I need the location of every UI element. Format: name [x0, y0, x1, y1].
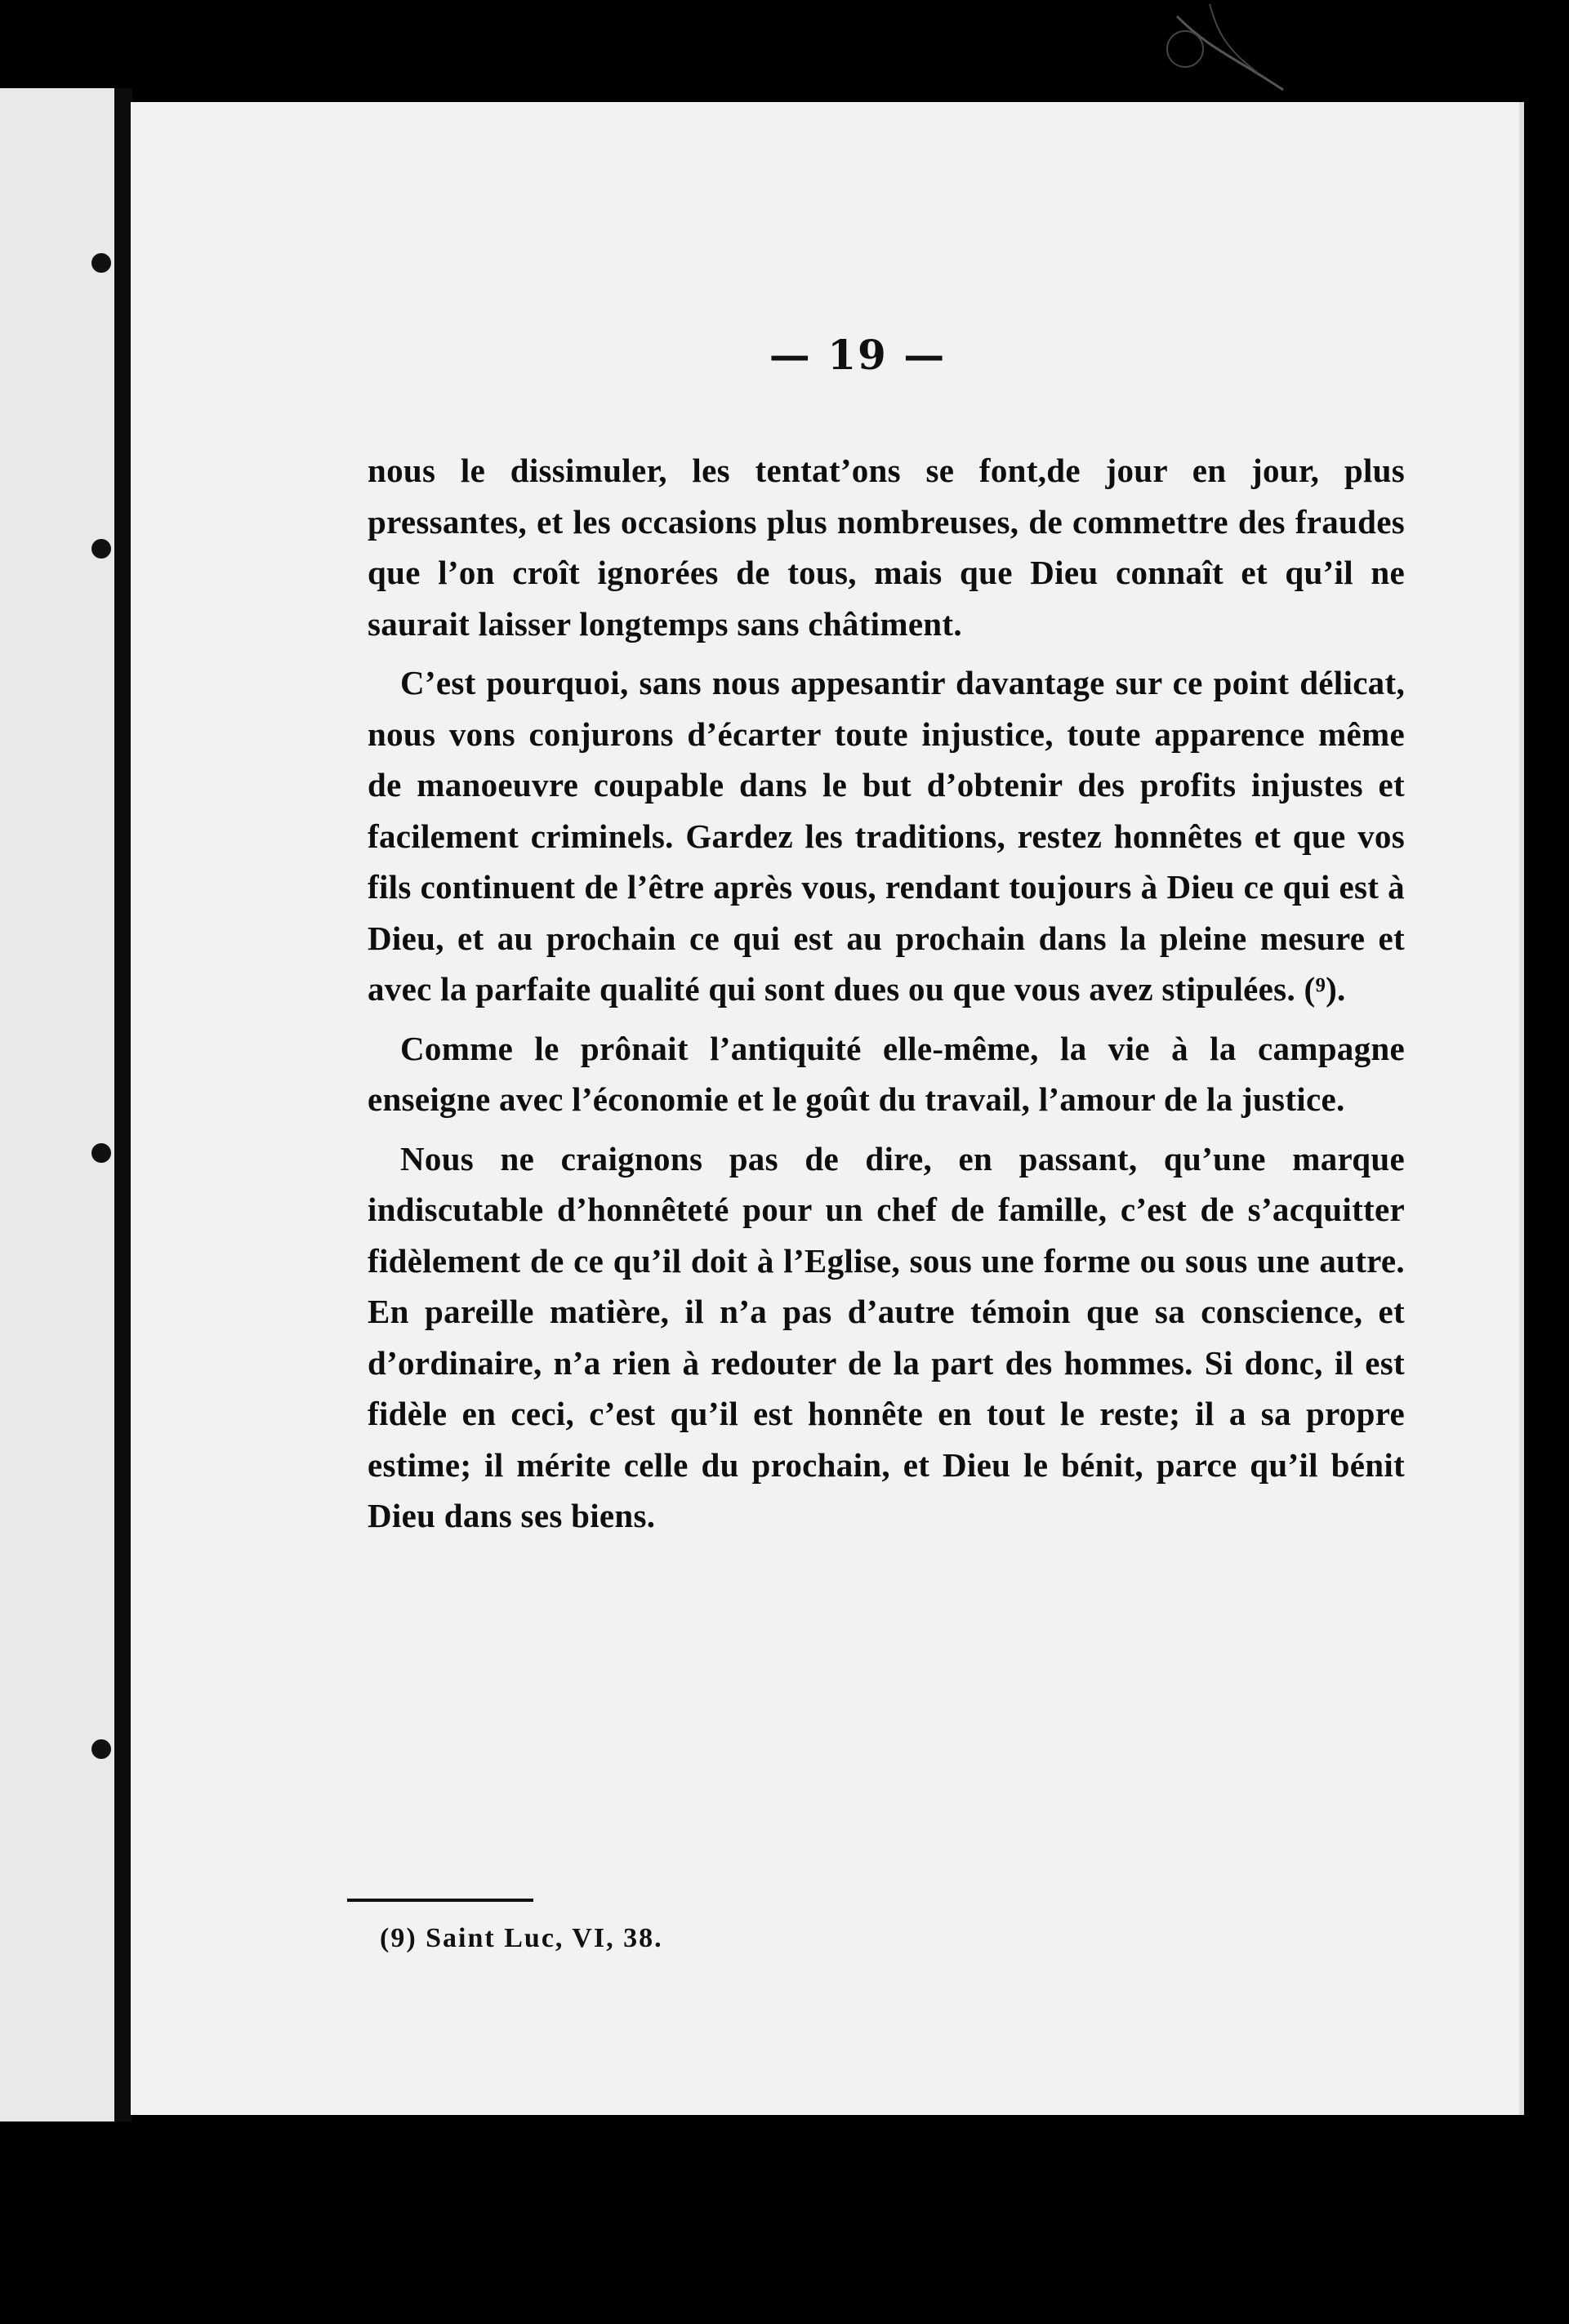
- spine-mark: [91, 539, 111, 559]
- paragraph: Nous ne craignons pas de dire, en passant, qu’une marque indiscutable d’honnêteté pour un chef de famille, c’est de s’acquitter fidèlement de ce qu’il doit à l’Eglise, sous une forme ou sous une autre. En pareille matière, il n’a pas d’autre témoin que sa conscience, et d’ordinaire, n’a rien à redouter de la part des hommes. Si donc, il est fidèle en ceci, c’est qu’il est honnête en tout le reste; il a sa propre estime; il mérite celle du prochain, et Dieu le bénit, parce qu’il bénit Dieu dans ses biens.: [368, 1139, 1405, 1534]
- paragraph: C’est pourquoi, sans nous appesantir davantage sur ce point délicat, nous vons conjurons d’écarter toute injustice, toute apparence même de manoeuvre coupable dans le but d’obtenir des profits injustes et facilement criminels. Gardez les traditions, restez honnêtes et que vos fils continuent de l’être après vous, rendant toujours à Dieu ce qui est à Dieu, et au prochain ce qui est au prochain dans la pleine mesure et avec la parfaite qualité qui sont dues ou que vous avez stipulées. (⁹).: [368, 664, 1405, 1008]
- book-page: [131, 102, 1524, 2115]
- previous-page-edge: [0, 88, 116, 2121]
- paragraph: nous le dissimuler, les tentat’ons se font,de jour en jour, plus pressantes, et les occasions plus nombreuses, de commettre des fraudes que l’on croît ignorées de tous, mais que Dieu connaît et qu’il ne saurait laisser longtemps sans châtiment.: [368, 452, 1405, 643]
- page-body: [368, 445, 1405, 1550]
- spine-mark: [91, 1143, 111, 1163]
- book-spine: [114, 88, 132, 2121]
- page-number: — 19 —: [769, 331, 947, 379]
- footnote-divider: [347, 1899, 533, 1902]
- paragraph: Comme le prônait l’antiquité elle-même, la vie à la campagne enseigne avec l’économie et le goût du travail, l’amour de la justice.: [368, 1029, 1405, 1118]
- footnote: (9) Saint Luc, VI, 38.: [380, 1923, 663, 1953]
- spine-mark: [91, 1739, 111, 1759]
- scan-artifact-mark: [1161, 0, 1291, 94]
- spine-mark: [91, 253, 111, 273]
